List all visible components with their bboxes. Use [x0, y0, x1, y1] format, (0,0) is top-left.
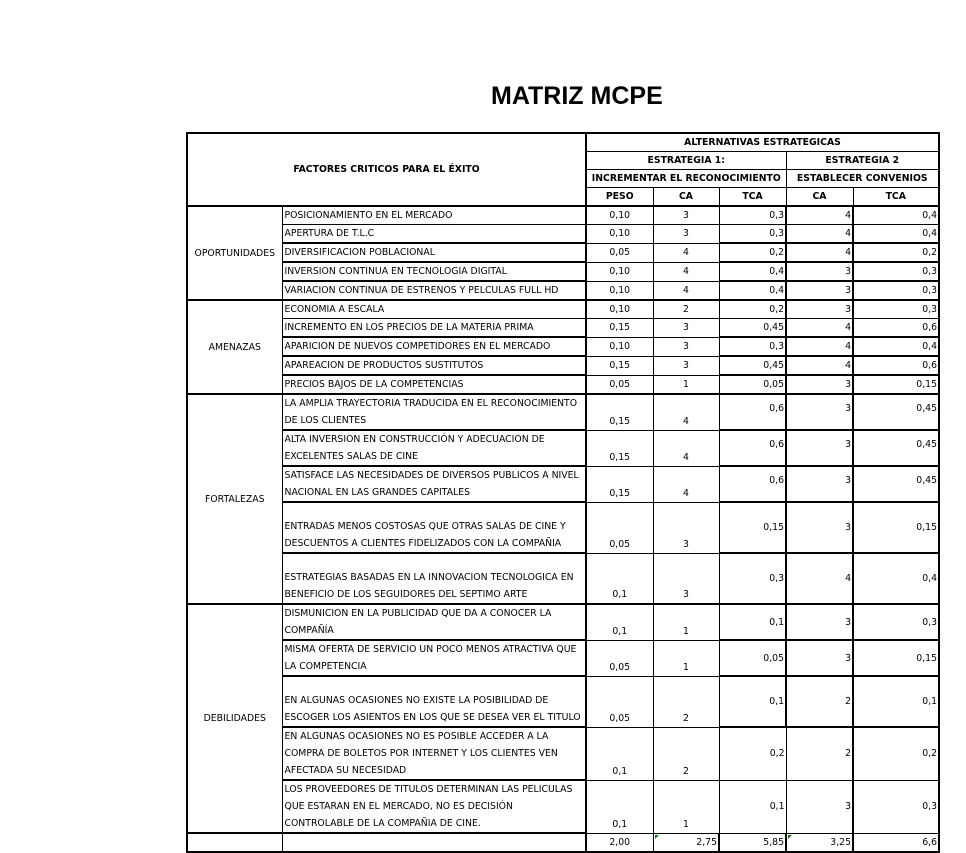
ca2-cell: 4 — [786, 553, 853, 604]
peso-cell: 0,05 — [586, 243, 653, 262]
tca1-cell: 0,3 — [719, 553, 786, 604]
table-row — [187, 243, 939, 262]
peso-cell: 0,10 — [586, 281, 653, 300]
tca2-cell: 0,3 — [853, 281, 939, 300]
tca2-cell: 0,3 — [853, 300, 939, 319]
peso-cell: 0,15 — [586, 319, 653, 338]
peso-cell: 0,15 — [586, 356, 653, 375]
totals-category-cell — [187, 833, 282, 852]
ca2-cell: 3 — [786, 430, 853, 466]
tca2-cell: 0,6 — [853, 356, 939, 375]
ca2-cell: 3 — [786, 375, 853, 394]
tca2-cell: 0,4 — [853, 553, 939, 604]
factor-cell: ALTA INVERSION EN CONSTRUCCIÓN Y ADECUACION DE EXCELENTES SALAS DE CINE — [282, 430, 586, 466]
strategy2-header: ESTRATEGIA 2 — [786, 152, 939, 170]
ca1-cell: 1 — [653, 375, 719, 394]
factor-cell: DIVERSIFICACION POBLACIONAL — [282, 243, 586, 262]
strategy1-name: INCREMENTAR EL RECONOCIMIENTO — [586, 170, 786, 188]
factors-header: FACTORES CRITICOS PARA EL ÉXITO — [187, 133, 586, 206]
tca2-cell: 0,15 — [853, 375, 939, 394]
ca1-cell: 1 — [653, 604, 719, 640]
peso-cell: 0,10 — [586, 262, 653, 281]
tca1-cell: 0,4 — [719, 281, 786, 300]
factor-cell: DISMUNICION EN LA PUBLICIDAD QUE DA A CONOCER LA COMPAÑÍA — [282, 604, 586, 640]
tca2-cell: 0,3 — [853, 604, 939, 640]
peso-cell: 0,10 — [586, 337, 653, 356]
tca2-cell: 0,3 — [853, 262, 939, 281]
factor-cell: ECONOMIA A ESCALA — [282, 300, 586, 319]
table-row — [187, 337, 939, 356]
ca2-cell: 3 — [786, 604, 853, 640]
tca1-cell: 0,3 — [719, 225, 786, 244]
ca2-cell: 4 — [786, 243, 853, 262]
table-row — [187, 356, 939, 375]
tca2-cell: 0,15 — [853, 640, 939, 676]
strategy2-name: ESTABLECER CONVENIOS — [786, 170, 939, 188]
peso-cell: 0,1 — [586, 604, 653, 640]
table-row — [187, 319, 939, 338]
peso-cell: 0,10 — [586, 225, 653, 244]
peso-cell: 0,1 — [586, 727, 653, 780]
ca1-cell: 3 — [653, 553, 719, 604]
tca2-cell: 0,45 — [853, 430, 939, 466]
table-row — [187, 727, 939, 780]
peso-cell: 0,05 — [586, 502, 653, 553]
table-row — [187, 640, 939, 676]
totals-row — [187, 833, 939, 852]
total-tca2: 6,6 — [853, 833, 939, 852]
ca1-cell: 1 — [653, 780, 719, 833]
category-fortalezas: FORTALEZAS — [187, 394, 282, 604]
ca1-cell: 4 — [653, 243, 719, 262]
col-peso: PESO — [586, 188, 653, 207]
factor-cell: APERTURA DE T.L.C — [282, 225, 586, 244]
tca1-cell: 0,1 — [719, 676, 786, 727]
ca1-cell: 3 — [653, 356, 719, 375]
tca1-cell: 0,2 — [719, 727, 786, 780]
total-ca2: 3,25 — [786, 833, 853, 852]
ca2-cell: 3 — [786, 466, 853, 502]
totals-factor-cell — [282, 833, 586, 852]
ca1-cell: 2 — [653, 300, 719, 319]
table-row — [187, 300, 939, 319]
tca1-cell: 0,3 — [719, 337, 786, 356]
table-row — [187, 466, 939, 502]
table-row — [187, 262, 939, 281]
total-tca1: 5,85 — [719, 833, 786, 852]
factor-cell: LOS PROVEEDORES DE TITULOS DETERMINAN LAS PELICULAS QUE ESTARAN EN EL MERCADO, NO ES DECISIÓN CONTROLABLE DE LA COMPAÑIA DE CINE. — [282, 780, 586, 833]
ca1-cell: 2 — [653, 676, 719, 727]
ca2-cell: 4 — [786, 356, 853, 375]
ca2-cell: 4 — [786, 319, 853, 338]
tca1-cell: 0,1 — [719, 604, 786, 640]
category-oportunidades: OPORTUNIDADES — [187, 206, 282, 300]
col-ca1: CA — [653, 188, 719, 207]
ca2-cell: 3 — [786, 780, 853, 833]
ca1-cell: 4 — [653, 281, 719, 300]
table-row — [187, 430, 939, 466]
ca1-cell: 4 — [653, 430, 719, 466]
page-title: MATRIZ MCPE — [491, 82, 663, 110]
table-row — [187, 676, 939, 727]
alternatives-header: ALTERNATIVAS ESTRATEGICAS — [586, 133, 939, 152]
category-debilidades: DEBILIDADES — [187, 604, 282, 833]
ca2-cell: 3 — [786, 640, 853, 676]
factor-cell: POSICIONAMIENTO EN EL MERCADO — [282, 206, 586, 225]
factor-cell: SATISFACE LAS NECESIDADES DE DIVERSOS PUBLICOS A NIVEL NACIONAL EN LAS GRANDES CAPITALES — [282, 466, 586, 502]
peso-cell: 0,1 — [586, 553, 653, 604]
factor-cell: APAREACION DE PRODUCTOS SUSTITUTOS — [282, 356, 586, 375]
ca1-cell: 3 — [653, 225, 719, 244]
table-row — [187, 225, 939, 244]
peso-cell: 0,05 — [586, 676, 653, 727]
tca2-cell: 0,2 — [853, 727, 939, 780]
tca2-cell: 0,45 — [853, 394, 939, 430]
table-row — [187, 502, 939, 553]
factor-cell: PRECIOS BAJOS DE LA COMPETENCIAS — [282, 375, 586, 394]
tca1-cell: 0,05 — [719, 375, 786, 394]
tca2-cell: 0,4 — [853, 225, 939, 244]
factor-cell: LA AMPLIA TRAYECTORIA TRADUCIDA EN EL RECONOCIMIENTO DE LOS CLIENTES — [282, 394, 586, 430]
ca2-cell: 4 — [786, 225, 853, 244]
factor-cell: EN ALGUNAS OCASIONES NO EXISTE LA POSIBILIDAD DE ESCOGER LOS ASIENTOS EN LOS QUE SE DESEA VER EL TITULO — [282, 676, 586, 727]
ca1-cell: 4 — [653, 466, 719, 502]
tca1-cell: 0,15 — [719, 502, 786, 553]
ca1-cell: 3 — [653, 319, 719, 338]
peso-cell: 0,05 — [586, 375, 653, 394]
tca2-cell: 0,4 — [853, 206, 939, 225]
peso-cell: 0,05 — [586, 640, 653, 676]
category-amenazas: AMENAZAS — [187, 300, 282, 394]
tca2-cell: 0,3 — [853, 780, 939, 833]
ca2-cell: 3 — [786, 300, 853, 319]
factor-cell: INVERSION CONTINUA EN TECNOLOGIA DIGITAL — [282, 262, 586, 281]
total-ca1: 2,75 — [653, 833, 719, 852]
table-row — [187, 394, 939, 430]
peso-cell: 0,1 — [586, 780, 653, 833]
tca1-cell: 0,05 — [719, 640, 786, 676]
factor-cell: INCREMENTO EN LOS PRECIOS DE LA MATERIA PRIMA — [282, 319, 586, 338]
tca1-cell: 0,2 — [719, 243, 786, 262]
table-row — [187, 281, 939, 300]
ca2-cell: 2 — [786, 676, 853, 727]
tca2-cell: 0,15 — [853, 502, 939, 553]
ca1-cell: 3 — [653, 337, 719, 356]
peso-cell: 0,15 — [586, 430, 653, 466]
ca2-cell: 3 — [786, 281, 853, 300]
tca1-cell: 0,6 — [719, 466, 786, 502]
tca2-cell: 0,2 — [853, 243, 939, 262]
tca1-cell: 0,1 — [719, 780, 786, 833]
tca1-cell: 0,4 — [719, 262, 786, 281]
peso-cell: 0,15 — [586, 466, 653, 502]
col-tca2: TCA — [853, 188, 939, 207]
total-peso: 2,00 — [586, 833, 653, 852]
mcpe-matrix — [186, 132, 940, 853]
factor-cell: VARIACION CONTINUA DE ESTRENOS Y PELCULAS FULL HD — [282, 281, 586, 300]
peso-cell: 0,10 — [586, 300, 653, 319]
table-row — [187, 206, 939, 225]
tca1-cell: 0,45 — [719, 356, 786, 375]
tca1-cell: 0,3 — [719, 206, 786, 225]
peso-cell: 0,10 — [586, 206, 653, 225]
tca2-cell: 0,4 — [853, 337, 939, 356]
tca1-cell: 0,2 — [719, 300, 786, 319]
strategy1-header: ESTRATEGIA 1: — [586, 152, 786, 170]
col-ca2: CA — [786, 188, 853, 207]
table-row — [187, 604, 939, 640]
tca2-cell: 0,45 — [853, 466, 939, 502]
ca2-cell: 2 — [786, 727, 853, 780]
tca1-cell: 0,6 — [719, 430, 786, 466]
table-row — [187, 553, 939, 604]
factor-cell: EN ALGUNAS OCASIONES NO ES POSIBLE ACCEDER A LA COMPRA DE BOLETOS POR INTERNET Y LOS CLIENTES VEN AFECTADA SU NECESIDAD — [282, 727, 586, 780]
ca1-cell: 2 — [653, 727, 719, 780]
peso-cell: 0,15 — [586, 394, 653, 430]
ca1-cell: 4 — [653, 394, 719, 430]
ca1-cell: 1 — [653, 640, 719, 676]
tca2-cell: 0,6 — [853, 319, 939, 338]
ca2-cell: 3 — [786, 262, 853, 281]
table-row — [187, 375, 939, 394]
ca1-cell: 3 — [653, 206, 719, 225]
ca2-cell: 3 — [786, 394, 853, 430]
tca1-cell: 0,6 — [719, 394, 786, 430]
factor-cell: ENTRADAS MENOS COSTOSAS QUE OTRAS SALAS DE CINE Y DESCUENTOS A CLIENTES FIDELIZADOS CON LA COMPAÑIA — [282, 502, 586, 553]
ca2-cell: 3 — [786, 502, 853, 553]
tca1-cell: 0,45 — [719, 319, 786, 338]
factor-cell: MISMA OFERTA DE SERVICIO UN POCO MENOS ATRACTIVA QUE LA COMPETENCIA — [282, 640, 586, 676]
ca1-cell: 4 — [653, 262, 719, 281]
col-tca1: TCA — [719, 188, 786, 207]
tca2-cell: 0,1 — [853, 676, 939, 727]
factor-cell: ESTRATEGIAS BASADAS EN LA INNOVACION TECNOLOGICA EN BENEFICIO DE LOS SEGUIDORES DEL SEPTIMO ARTE — [282, 553, 586, 604]
table-row — [187, 780, 939, 833]
ca2-cell: 4 — [786, 337, 853, 356]
factor-cell: APARICION DE NUEVOS COMPETIDORES EN EL MERCADO — [282, 337, 586, 356]
ca1-cell: 3 — [653, 502, 719, 553]
ca2-cell: 4 — [786, 206, 853, 225]
